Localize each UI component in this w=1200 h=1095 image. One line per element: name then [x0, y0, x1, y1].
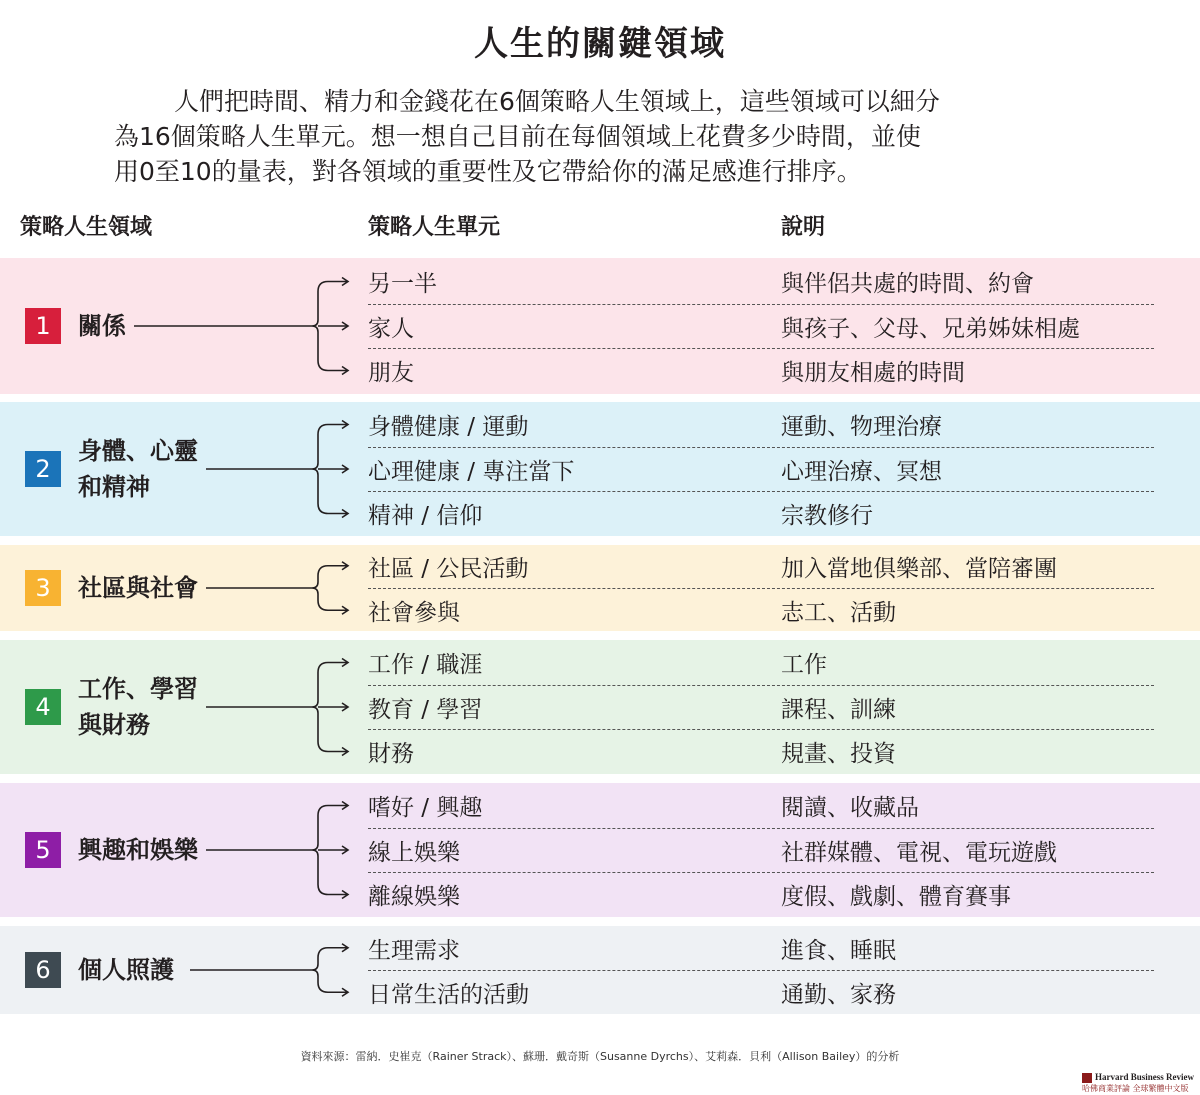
domain-number-badge: 4 — [25, 689, 61, 725]
domain-section — [0, 258, 1200, 394]
unit-row — [0, 685, 1200, 729]
unit-description: 課程、訓練 — [781, 696, 896, 723]
unit-name: 線上娛樂 — [368, 839, 460, 866]
domain-section — [0, 783, 1200, 917]
unit-description: 度假、戲劇、體育賽事 — [781, 884, 1011, 911]
domain-section — [0, 402, 1200, 536]
unit-row — [0, 588, 1200, 632]
domain-label-line: 社區與社會 — [78, 574, 198, 602]
domain-number-badge: 6 — [25, 952, 61, 988]
unit-description: 閱讀、收藏品 — [781, 795, 919, 822]
domain-label-line: 關係 — [78, 312, 126, 340]
header-desc: 說明 — [781, 215, 826, 240]
unit-description: 與伴侶共處的時間、約會 — [781, 271, 1034, 298]
unit-row — [0, 783, 1200, 827]
unit-name: 社會參與 — [368, 600, 460, 626]
unit-description: 通勤、家務 — [781, 982, 896, 1008]
unit-description: 宗教修行 — [781, 503, 873, 530]
unit-row — [0, 491, 1200, 535]
unit-description: 運動、物理治療 — [781, 414, 942, 441]
intro-line: 用0至10的量表，對各領域的重要性及它帶給你的滿足感進行排序。 — [114, 157, 862, 186]
domain-label-line: 身體、心靈 — [78, 437, 198, 465]
publisher-logo — [1082, 1072, 1194, 1094]
shield-icon — [1082, 1073, 1092, 1083]
unit-row — [0, 970, 1200, 1014]
domain-section — [0, 926, 1200, 1014]
unit-description: 規畫、投資 — [781, 741, 896, 768]
unit-name: 精神 / 信仰 — [368, 503, 483, 530]
domain-number-badge: 1 — [25, 308, 61, 344]
intro-line: 人們把時間、精力和金錢花在6個策略人生領域上，這些領域可以細分 — [174, 87, 940, 116]
unit-name: 生理需求 — [368, 937, 460, 964]
unit-name: 另一半 — [368, 271, 437, 298]
logo-line2: 哈佛商業評論 全球繁體中文版 — [1082, 1083, 1189, 1093]
unit-description: 進食、睡眠 — [781, 937, 896, 964]
unit-name: 家人 — [368, 315, 414, 342]
unit-name: 離線娛樂 — [368, 884, 460, 911]
unit-name: 社區 / 公民活動 — [368, 555, 529, 582]
domain-label-line: 工作、學習 — [78, 675, 198, 703]
domain-section — [0, 545, 1200, 631]
header-unit: 策略人生單元 — [368, 215, 501, 240]
unit-name: 嗜好 / 興趣 — [368, 795, 483, 822]
unit-name: 工作 / 職涯 — [368, 652, 483, 679]
unit-row — [0, 926, 1200, 970]
page-title: 人生的關鍵領域 — [474, 24, 726, 64]
unit-row — [0, 259, 1200, 303]
unit-name: 身體健康 / 運動 — [368, 414, 529, 441]
logo-line1: Harvard Business Review — [1095, 1072, 1194, 1082]
domain-number-badge: 5 — [25, 832, 61, 868]
header-domain: 策略人生領域 — [20, 215, 153, 240]
unit-name: 朋友 — [368, 360, 414, 387]
unit-row — [0, 402, 1200, 446]
domain-number-badge: 3 — [25, 570, 61, 606]
unit-row — [0, 872, 1200, 916]
unit-name: 教育 / 學習 — [368, 696, 483, 723]
domain-label-line: 興趣和娛樂 — [78, 836, 198, 864]
unit-row — [0, 828, 1200, 872]
unit-row — [0, 640, 1200, 684]
unit-description: 心理治療、冥想 — [781, 458, 942, 485]
source-note: 資料來源：雷納．史崔克（Rainer Strack）、蘇珊．戴奇斯（Susanne Dyrchs）、艾莉森．貝利（Allison Bailey）的分析 — [300, 1050, 900, 1063]
intro-line: 為16個策略人生單元。想一想自己目前在每個領域上花費多少時間，並使 — [114, 122, 921, 151]
unit-description: 社群媒體、電視、電玩遊戲 — [781, 839, 1057, 866]
unit-name: 日常生活的活動 — [368, 982, 529, 1008]
domain-label-line: 與財務 — [78, 711, 150, 739]
domain-label-line: 個人照護 — [78, 956, 174, 984]
unit-description: 工作 — [781, 652, 827, 679]
unit-name: 財務 — [368, 741, 414, 768]
unit-row — [0, 447, 1200, 491]
unit-description: 志工、活動 — [781, 600, 896, 626]
unit-row — [0, 729, 1200, 773]
domain-number-badge: 2 — [25, 451, 61, 487]
unit-row — [0, 304, 1200, 348]
domain-label-line: 和精神 — [78, 473, 150, 501]
unit-row — [0, 348, 1200, 392]
unit-row — [0, 544, 1200, 588]
unit-description: 與朋友相處的時間 — [781, 360, 965, 387]
unit-description: 加入當地俱樂部、當陪審團 — [781, 555, 1057, 582]
intro-paragraph — [114, 84, 1104, 189]
unit-description: 與孩子、父母、兄弟姊妹相處 — [781, 315, 1080, 342]
domain-section — [0, 640, 1200, 774]
unit-name: 心理健康 / 專注當下 — [368, 458, 575, 485]
